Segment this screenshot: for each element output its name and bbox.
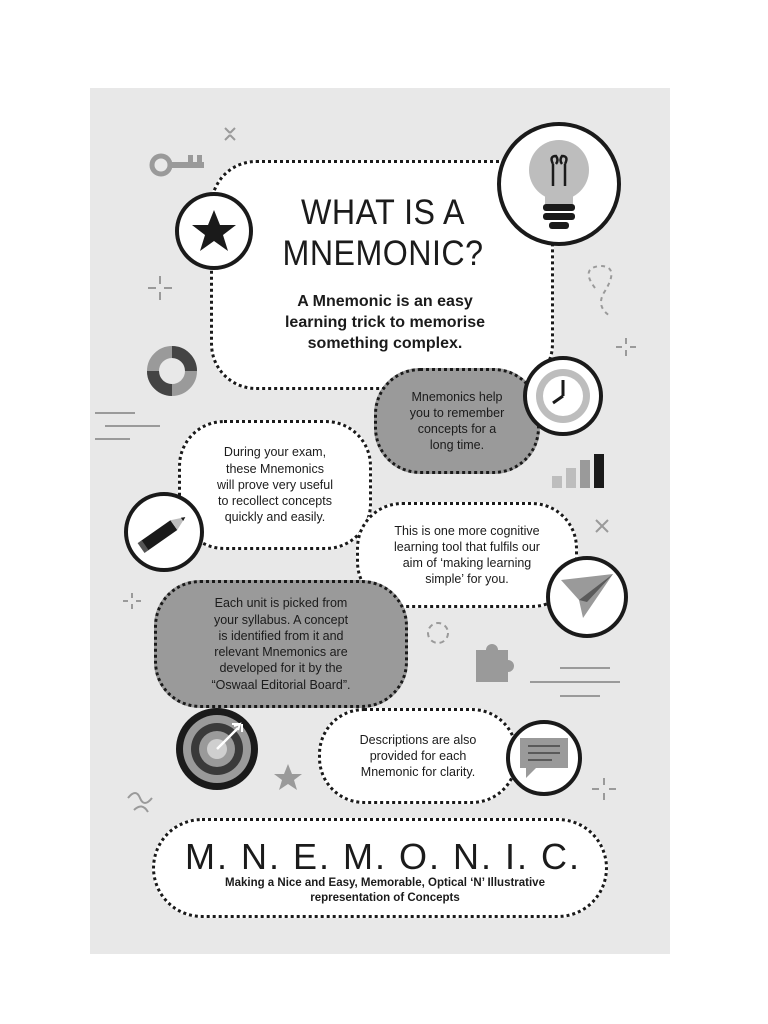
acronym-letters: M. N. E. M. O. N. I. C.: [184, 836, 581, 877]
pencil-icon: [134, 502, 194, 562]
loop-icon: [589, 266, 612, 316]
lightbulb-badge: [497, 122, 621, 246]
chat-badge: [506, 720, 582, 796]
chat-icon: [518, 736, 570, 780]
lifebuoy-icon: [146, 345, 198, 397]
plus-icon: [616, 338, 636, 356]
lightbulb-icon: [519, 134, 599, 234]
speed-lines: [530, 668, 620, 696]
plus-icon: [123, 593, 141, 609]
exam-text: During your exam, these Mnemonics will prove very useful to recollect concepts quickly and easily.: [216, 445, 333, 525]
bar-chart-icon: [550, 452, 608, 490]
clock-badge: [523, 356, 603, 436]
descriptions-bubble: [318, 708, 518, 804]
dashed-circle: [428, 623, 448, 643]
paper-plane-icon: [559, 572, 615, 622]
plus-icon: [148, 276, 172, 300]
descriptions-text: Descriptions are also provided for each Mnemonic for clarity.: [359, 732, 477, 780]
page-title: WHAT IS A MNEMONIC?: [282, 193, 484, 274]
sparkle-icon: [225, 128, 235, 140]
remember-bubble: [374, 368, 540, 474]
paper-plane-badge: [546, 556, 628, 638]
small-star-icon: [274, 764, 302, 790]
star-badge: [175, 192, 253, 270]
unit-text: Each unit is picked from your syllabus. A concept is identified from it and relevant Mnemonics are developed for it by the “Oswaal Editorial Board”.: [211, 596, 351, 692]
key-icon: [148, 150, 206, 180]
target-badge: [176, 708, 258, 790]
speed-lines: [95, 413, 160, 439]
unit-bubble: [154, 580, 408, 708]
exam-bubble: [178, 420, 372, 550]
acronym-expansion: Making a Nice and Easy, Memorable, Optical ‘N’ Illustrative representation of Concepts: [225, 877, 545, 904]
clock-icon: [533, 366, 593, 426]
sparkle-icon: [596, 520, 608, 532]
pencil-badge: [124, 492, 204, 572]
star-icon: [190, 208, 238, 254]
target-icon: [180, 712, 254, 786]
remember-text: Mnemonics help you to remember concepts for a long time.: [409, 389, 505, 453]
plus-icon: [592, 778, 616, 800]
definition-text: A Mnemonic is an easy learning trick to memorise something complex.: [284, 293, 486, 352]
cognitive-text: This is one more cognitive learning tool that fulfils our aim of ‘making learning simple’ for you.: [394, 523, 540, 587]
puzzle-icon: [474, 640, 514, 684]
scribble-icon: [128, 793, 152, 812]
